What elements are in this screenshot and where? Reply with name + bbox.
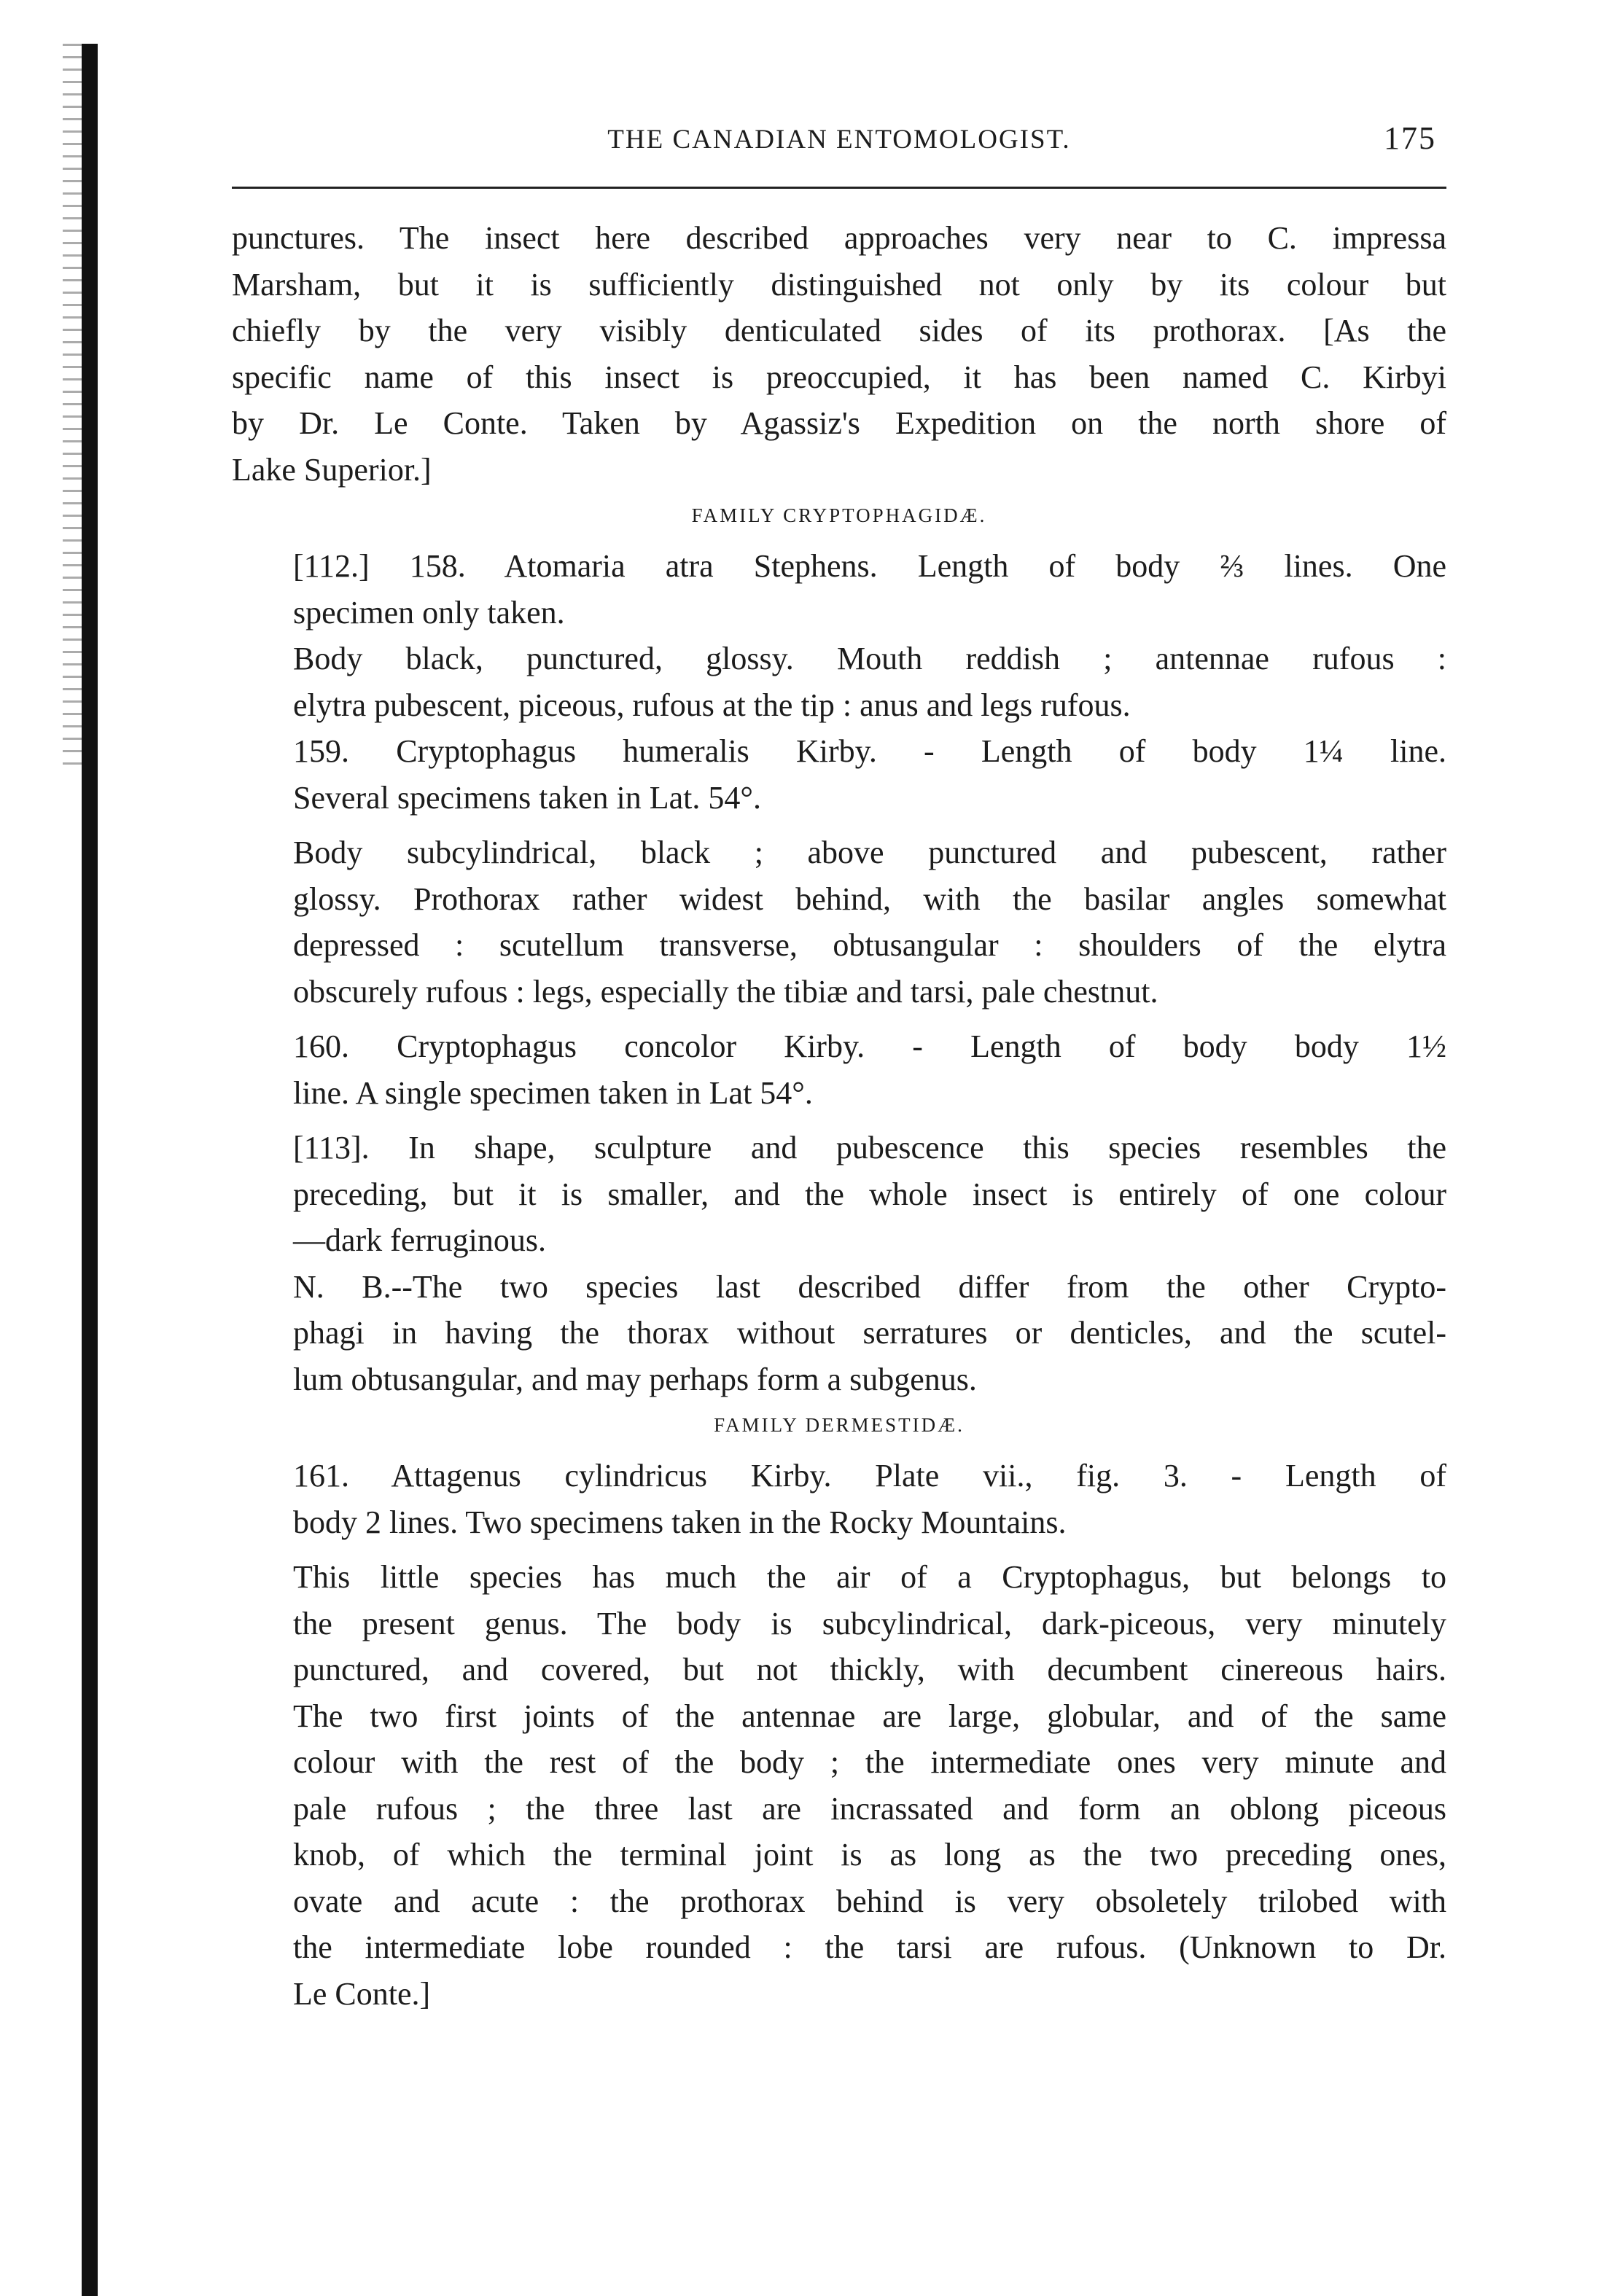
text-line: The two first joints of the antennae are large, globular, and of the same — [293, 1698, 1446, 1734]
spacer — [232, 1116, 1446, 1125]
species-entry-158 — [232, 543, 1446, 636]
spacer — [232, 821, 1446, 829]
text-line: specific name of this insect is preoccupied, it has been named C. Kirbyi — [232, 359, 1446, 395]
text-line: chiefly by the very visibly denticulated sides of its prothorax. [As the — [232, 313, 1446, 348]
text-line: Body subcylindrical, black ; above punctured and pubescent, rather — [293, 835, 1446, 870]
text-line: colour with the rest of the body ; the intermediate ones very minute and — [293, 1744, 1446, 1780]
text-line: pale rufous ; the three last are incrassated and form an oblong piceous — [293, 1790, 1446, 1827]
text-line: glossy. Prothorax rather widest behind, with the basilar angles somewhat — [293, 880, 1446, 917]
running-title: THE CANADIAN ENTOMOLOGIST. — [607, 125, 1071, 155]
text-line: body 2 lines. Two specimens taken in the Rocky Mountains. — [293, 1504, 1067, 1540]
text-line: the intermediate lobe rounded : the tarsi are rufous. (Unknown to Dr. — [293, 1929, 1446, 1965]
text-line: 161. Attagenus cylindricus Kirby. Plate vii., fig. 3. - Length of — [293, 1458, 1446, 1493]
family-heading-cryptophagidae: FAMILY CRYPTOPHAGIDÆ. — [691, 504, 987, 526]
family-heading-dermestidae: FAMILY DERMESTIDÆ. — [714, 1414, 965, 1436]
text-line: N. B.--The two species last described differ from the other Crypto- — [293, 1268, 1446, 1305]
text-line: ovate and acute : the prothorax behind is very obsoletely trilobed with — [293, 1883, 1446, 1919]
text-line: [112.] 158. Atomaria atra Stephens. Length of body ⅔ lines. One — [293, 548, 1446, 584]
text-line: 159. Cryptophagus humeralis Kirby. - Length of body 1¼ line. — [293, 733, 1446, 769]
species-description-159 — [232, 829, 1446, 1015]
text-line: depressed : scutellum transverse, obtusangular : shoulders of the elytra — [293, 927, 1446, 963]
binding-speckle — [63, 44, 82, 773]
text-line: punctures. The insect here described approaches very near to C. impressa — [232, 220, 1446, 256]
note-paragraph — [232, 1264, 1446, 1403]
text-line: punctured, and covered, but not thickly, with decumbent cinereous hairs. — [293, 1652, 1446, 1687]
text-line: 160. Cryptophagus concolor Kirby. - Length of body body 1½ — [293, 1028, 1446, 1064]
text-line: preceding, but it is smaller, and the whole insect is entirely of one colour — [293, 1176, 1446, 1212]
header-rule — [232, 187, 1446, 189]
text-line: specimen only taken. — [293, 594, 565, 630]
page-number: 175 — [1384, 120, 1436, 156]
text-line: Several specimens taken in Lat. 54°. — [293, 779, 761, 816]
text-line: —dark ferruginous. — [293, 1222, 547, 1258]
text-line: by Dr. Le Conte. Taken by Agassiz's Expedition on the north shore of — [232, 405, 1446, 441]
text-line: Body black, punctured, glossy. Mouth reddish ; antennae rufous : — [293, 641, 1446, 676]
species-description-158 — [232, 636, 1446, 728]
text-line: knob, of which the terminal joint is as long as the two preceding ones, — [293, 1837, 1446, 1873]
spacer — [232, 1015, 1446, 1023]
species-description-161 — [232, 1554, 1446, 2017]
text-line: obscurely rufous : legs, especially the tibiæ and tarsi, pale chestnut. — [293, 973, 1158, 1010]
species-entry-161 — [232, 1453, 1446, 1545]
text-line: Lake Superior.] — [232, 451, 432, 488]
binding-edge — [82, 44, 98, 2296]
text-line: Le Conte.] — [293, 1975, 431, 2012]
text-line: lum obtusangular, and may perhaps form a subgenus. — [293, 1361, 977, 1397]
text-line: elytra pubescent, piceous, rufous at the tip : anus and legs rufous. — [293, 687, 1131, 723]
text-line: This little species has much the air of a Cryptophagus, but belongs to — [293, 1559, 1446, 1595]
text-line: the present genus. The body is subcylindrical, dark-piceous, very minutely — [293, 1605, 1446, 1641]
running-header — [232, 109, 1446, 160]
text-line: Marsham, but it is sufficiently distinguished not only by its colour but — [232, 266, 1446, 302]
paragraph-continuation — [232, 215, 1446, 493]
text-line: [113]. In shape, sculpture and pubescence this species resembles the — [293, 1130, 1446, 1165]
text-line: line. A single specimen taken in Lat 54°. — [293, 1074, 813, 1111]
page — [232, 109, 1446, 2017]
text-line: phagi in having the thorax without serratures or denticles, and the scutel- — [293, 1315, 1446, 1351]
species-entry-159 — [232, 728, 1446, 821]
species-description-160 — [232, 1125, 1446, 1264]
species-entry-160 — [232, 1023, 1446, 1116]
spacer — [232, 1545, 1446, 1554]
